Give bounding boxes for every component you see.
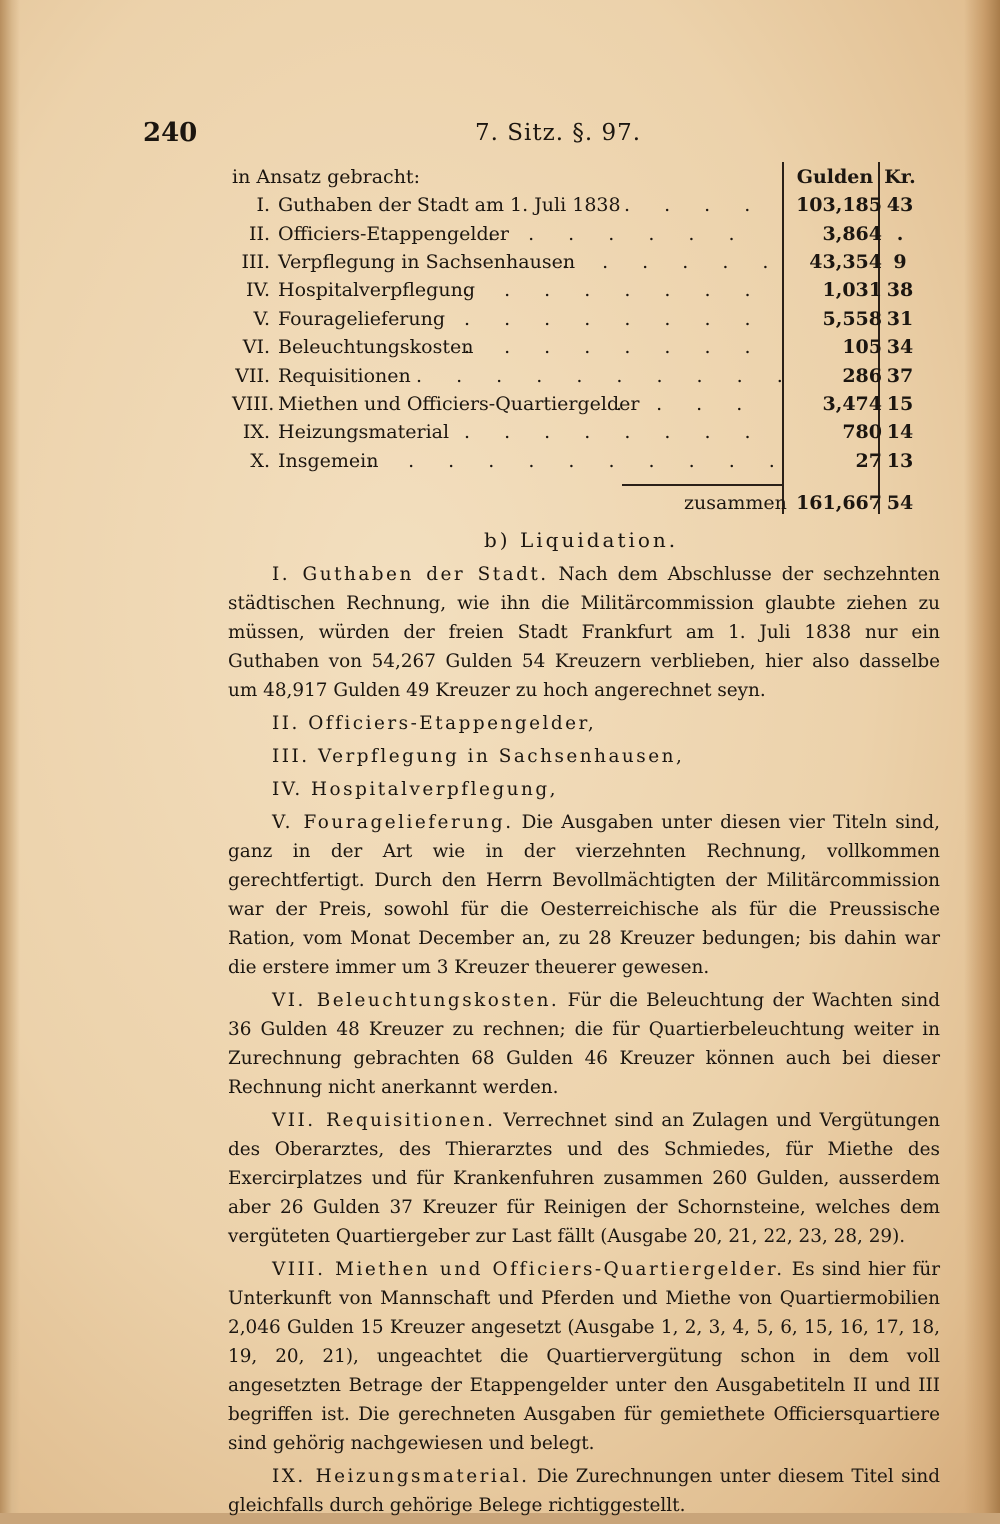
liquidation-text (228, 560, 940, 1524)
leader-dots: . . . . . . . . (464, 336, 765, 358)
row-gulden: 286 (842, 365, 882, 387)
row-label: Fouragelieferung (278, 308, 446, 330)
column-header-gulden: Gulden (796, 166, 874, 188)
leader-dots: . . . . . . (562, 251, 783, 273)
row-number: IV. (246, 279, 270, 301)
row-gulden: 27 (855, 450, 882, 472)
paragraph (228, 560, 940, 705)
page-edge-left (0, 0, 20, 1513)
column-header-kreuzer: Kr. (884, 166, 916, 188)
row-gulden: 780 (842, 421, 882, 443)
row-gulden: 3,864 (822, 223, 882, 245)
paragraph-text: Es sind hier für Unterkunft von Mannschaft und Pferden und Miethe von Quartiermobilien 2,046 Gulden 15 Kreuzer angesetzt (Ausgabe 1, 2, 3, 4, 5, 6, 15, 16, 17, 18, 19, 20, 21), ungeachtet die Quartiervergütung schon in dem voll angesetzten Betrage der Etappengelder unter den Ausgabetiteln II und III begriffen ist. Die gerechneten Ausgaben für gemiethete Officiersquartiere sind gehörig nachgewiesen und belegt. (228, 1259, 940, 1454)
leader-dots: . . . . . . . . (464, 421, 765, 443)
row-label: Heizungsmaterial (278, 421, 450, 443)
paragraph-heading: VIII. Miethen und Officiers-Quartiergelder. (272, 1259, 785, 1280)
paragraph (228, 1462, 940, 1520)
leader-dots: . . . . . . . . . . . (368, 450, 789, 472)
paragraph-text: Verrechnet sind an Zulagen und Vergütungen des Oberarztes, des Thierarztes und des Schmiedes, für Miethe des Exercirplatzes und für Krankenfuhren zusammen 260 Gulden, ausserdem aber 26 Gulden 37 Kreuzer für Reinigen der Schornsteine, welches dem vergüteten Quartiergeber zur Last fällt (Ausgabe 20, 21, 22, 23, 28, 29). (228, 1110, 940, 1247)
row-gulden: 3,474 (822, 393, 882, 415)
paragraph (228, 775, 940, 804)
paragraph-heading: IV. Hospitalverpflegung, (272, 779, 558, 800)
row-label: Verpflegung in Sachsenhausen (278, 251, 576, 273)
row-kreuzer: 38 (886, 279, 914, 301)
paragraph-heading: V. Fouragelieferung. (272, 812, 514, 833)
leader-dots: . . . . . . . (488, 223, 749, 245)
row-kreuzer: 9 (893, 251, 907, 273)
table-total-row (232, 492, 932, 520)
row-gulden: 105 (842, 336, 882, 358)
row-label: Officiers-Etappengelder (278, 223, 509, 245)
row-kreuzer: 15 (886, 393, 914, 415)
leader-dots: . . . . (616, 393, 757, 415)
row-number: X. (250, 450, 270, 472)
page-edge-right (964, 0, 1000, 1513)
paragraph-heading: I. Guthaben der Stadt. (272, 564, 549, 585)
paragraph-heading: III. Verpflegung in Sachsenhausen, (272, 746, 685, 767)
leader-dots: . . . . . . . . (464, 279, 765, 301)
paragraph-heading: IX. Heizungsmaterial. (272, 1466, 530, 1487)
row-number: IX. (242, 421, 270, 443)
row-gulden: 43,354 (809, 251, 882, 273)
row-kreuzer: 43 (886, 194, 914, 216)
paragraph-heading: VII. Requisitionen. (272, 1110, 496, 1131)
table-row (232, 421, 932, 449)
table-row (232, 251, 932, 279)
page-number: 240 (143, 118, 198, 148)
table-row (232, 223, 932, 251)
row-label: Insgemein (278, 450, 379, 472)
row-kreuzer: 13 (886, 450, 914, 472)
paragraph (228, 808, 940, 982)
row-label: Hospitalverpflegung (278, 279, 475, 301)
paragraph-heading: II. Officiers-Etappengelder, (272, 713, 597, 734)
table-row (232, 450, 932, 478)
row-number: VI. (242, 336, 270, 358)
paragraph-heading: VI. Beleuchtungskosten. (272, 990, 560, 1011)
leader-dots: . . . . . . . . (464, 308, 765, 330)
paragraph (228, 986, 940, 1102)
table-row (232, 279, 932, 307)
row-kreuzer: 37 (886, 365, 914, 387)
table-row (232, 393, 932, 421)
table-row (232, 336, 932, 364)
row-number: VIII. (232, 393, 275, 415)
total-kreuzer: 54 (886, 492, 914, 514)
paragraph-text: Nach dem Abschlusse der sechzehnten städtischen Rechnung, wie ihn die Militärcommission glaubte ziehen zu müssen, würden der freien Stadt Frankfurt am 1. Juli 1838 nur ein Guthaben von 54,267 Gulden 54 Kreuzern verblieben, hier also dasselbe um 48,917 Gulden 49 Kreuzer zu hoch angerechnet seyn. (228, 564, 940, 701)
row-gulden: 1,031 (822, 279, 882, 301)
table-row (232, 194, 932, 222)
row-number: VII. (235, 365, 270, 387)
row-label: Miethen und Officiers-Quartiergelder (278, 393, 640, 415)
paragraph (228, 742, 940, 771)
expense-table (232, 162, 932, 522)
row-gulden: 5,558 (822, 308, 882, 330)
row-number: V. (253, 308, 270, 330)
running-title: 7. Sitz. §. 97. (475, 120, 642, 146)
table-intro: in Ansatz gebracht: (232, 166, 420, 188)
row-label: Guthaben der Stadt am 1. Juli 1838 (278, 194, 621, 216)
total-gulden: 161,667 (796, 492, 882, 514)
paragraph-text: Die Ausgaben unter diesen vier Titeln sind, ganz in der Art wie in der vierzehnten Rechnung, vollkommen gerechtfertigt. Durch den Herrn Bevollmächtigten der Militärcommission war der Preis, sowohl für die Oesterreichische als für die Preussische Ration, vom Monat December an, zu 28 Kreuzer bedungen; bis dahin war die erstere immer um 3 Kreuzer theuerer gewesen. (228, 812, 940, 978)
row-number: II. (248, 223, 270, 245)
paragraph (228, 709, 940, 738)
leader-dots: . . . . . . . . . . (416, 365, 797, 387)
table-header-row (232, 166, 932, 194)
table-row (232, 308, 932, 336)
row-kreuzer: 31 (886, 308, 914, 330)
row-number: I. (256, 194, 270, 216)
table-row (232, 365, 932, 393)
paragraph (228, 1255, 940, 1458)
row-kreuzer: 34 (886, 336, 914, 358)
row-label: Beleuchtungskosten (278, 336, 474, 358)
row-kreuzer: . (896, 223, 904, 245)
sum-rule (622, 484, 782, 486)
paragraph-text: Für die Beleuchtung der Wachten sind 36 Gulden 48 Kreuzer zu rechnen; die für Quartierbeleuchtung weiter in Zurechnung gebrachten 68 Gulden 46 Kreuzer können auch bei dieser Rechnung nicht anerkannt werden. (228, 990, 940, 1098)
row-gulden: 103,185 (796, 194, 882, 216)
row-number: III. (241, 251, 270, 273)
total-label: zusammen (684, 492, 787, 514)
section-heading-liquidation: b) Liquidation. (484, 528, 679, 552)
row-kreuzer: 14 (886, 421, 914, 443)
paragraph (228, 1106, 940, 1251)
leader-dots: . . . . (624, 194, 765, 216)
row-label: Requisitionen (278, 365, 411, 387)
paragraph-text: Die Zurechnungen unter diesem Titel sind gleichfalls durch gehörige Belege richtiggestellt. (228, 1466, 941, 1516)
page-header (143, 118, 943, 152)
